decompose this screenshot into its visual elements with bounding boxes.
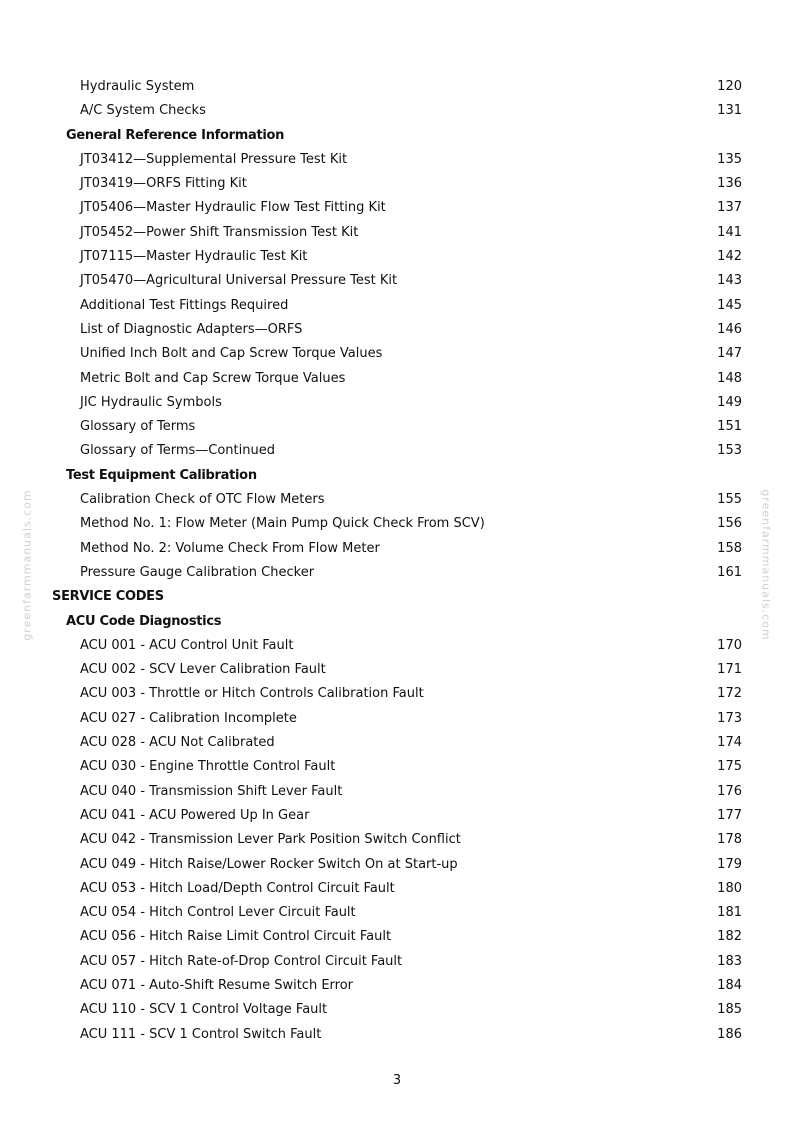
toc-entry-title: JT03419—ORFS Fitting Kit [80, 176, 247, 192]
toc-entry-page: 185 [717, 1002, 742, 1018]
toc-entry-page: 135 [717, 151, 742, 167]
toc-entry-page: 184 [717, 977, 742, 993]
toc-entry[interactable] [0, 342, 794, 366]
toc-entry-title: ACU 003 - Throttle or Hitch Controls Calibration Fault [80, 686, 424, 702]
toc-entry-title: JT03412—Supplemental Pressure Test Kit [80, 151, 348, 167]
toc-entry-page: 143 [717, 273, 742, 289]
toc-entry-page: 131 [717, 103, 742, 119]
toc-entry-page: 120 [717, 79, 742, 94]
table-of-contents [0, 75, 794, 1047]
toc-entry[interactable] [0, 245, 794, 269]
toc-entry-page: 136 [717, 176, 742, 192]
toc-entry-page: 183 [717, 953, 742, 969]
toc-entry[interactable] [0, 925, 794, 949]
toc-entry-title: ACU 049 - Hitch Raise/Lower Rocker Switch On at Start-up [80, 856, 458, 872]
toc-entry-title: ACU 027 - Calibration Incomplete [80, 710, 297, 726]
toc-entry-title: Glossary of Terms [80, 419, 196, 435]
toc-entry[interactable] [0, 731, 794, 755]
toc-entry-title: JT05406—Master Hydraulic Flow Test Fitting Kit [80, 200, 386, 216]
toc-entry-title: ACU 111 - SCV 1 Control Switch Fault [80, 1026, 322, 1042]
toc-entry-page: 148 [717, 370, 742, 386]
toc-entry-title: SERVICE CODES [52, 589, 164, 605]
toc-entry-title: A/C System Checks [80, 103, 206, 119]
toc-entry[interactable] [0, 780, 794, 804]
toc-entry[interactable] [0, 488, 794, 512]
toc-entry-page: 142 [717, 249, 742, 265]
toc-entry-page: 149 [717, 394, 742, 410]
toc-entry-page: 173 [717, 710, 742, 726]
toc-section-heading[interactable] [0, 124, 794, 148]
toc-entry[interactable] [0, 707, 794, 731]
toc-entry-page: 170 [717, 637, 742, 653]
toc-entry[interactable] [0, 391, 794, 415]
toc-entry[interactable] [0, 950, 794, 974]
toc-entry[interactable] [0, 853, 794, 877]
toc-entry[interactable] [0, 537, 794, 561]
toc-entry-title: ACU 001 - ACU Control Unit Fault [80, 637, 294, 653]
toc-entry[interactable] [0, 804, 794, 828]
toc-entry-page: 178 [717, 832, 742, 848]
toc-entry-title: Test Equipment Calibration [66, 467, 257, 483]
toc-entry-page: 182 [717, 929, 742, 945]
toc-entry-page: 174 [717, 735, 742, 751]
toc-entry-page: 186 [717, 1026, 742, 1042]
toc-entry-title: ACU Code Diagnostics [66, 613, 222, 629]
toc-entry[interactable] [0, 634, 794, 658]
watermark-left: greenfarmmanuals.com [20, 489, 34, 641]
toc-entry-page: 151 [717, 419, 742, 435]
toc-entry-title: JT05452—Power Shift Transmission Test Kit [80, 224, 359, 240]
toc-entry-page: 156 [717, 516, 742, 532]
toc-entry[interactable] [0, 1023, 794, 1047]
toc-entry[interactable] [0, 221, 794, 245]
toc-entry[interactable] [0, 75, 794, 99]
toc-entry-page: 145 [717, 297, 742, 313]
toc-entry-page: 153 [717, 443, 742, 459]
toc-entry-title: ACU 030 - Engine Throttle Control Fault [80, 759, 336, 775]
toc-entry-page: 141 [717, 224, 742, 240]
toc-entry[interactable] [0, 439, 794, 463]
toc-entry[interactable] [0, 148, 794, 172]
toc-entry-title: Method No. 2: Volume Check From Flow Meter [80, 540, 380, 556]
toc-entry[interactable] [0, 196, 794, 220]
toc-entry-page: 180 [717, 880, 742, 896]
toc-entry-title: ACU 002 - SCV Lever Calibration Fault [80, 662, 326, 678]
toc-entry-title: ACU 041 - ACU Powered Up In Gear [80, 807, 310, 823]
watermark-right: greenfarmmanuals.com [759, 489, 773, 641]
toc-entry-page: 161 [717, 564, 742, 580]
page-number: 3 [392, 1073, 402, 1088]
toc-entry[interactable] [0, 172, 794, 196]
toc-entry[interactable] [0, 512, 794, 536]
toc-section-heading[interactable] [0, 585, 794, 609]
toc-entry[interactable] [0, 269, 794, 293]
toc-entry-title: Glossary of Terms—Continued [80, 443, 275, 459]
toc-entry-title: ACU 054 - Hitch Control Lever Circuit Fault [80, 905, 356, 921]
toc-entry[interactable] [0, 877, 794, 901]
toc-entry[interactable] [0, 561, 794, 585]
toc-entry[interactable] [0, 828, 794, 852]
toc-entry-title: JT07115—Master Hydraulic Test Kit [80, 249, 308, 265]
toc-entry-page: 179 [717, 856, 742, 872]
toc-entry-title: JT05470—Agricultural Universal Pressure Test Kit [80, 273, 398, 289]
toc-entry-title: ACU 057 - Hitch Rate-of-Drop Control Circuit Fault [80, 953, 403, 969]
toc-entry-title: JIC Hydraulic Symbols [80, 394, 222, 410]
toc-entry-page: 147 [717, 346, 742, 362]
toc-entry[interactable] [0, 415, 794, 439]
toc-entry-page: 175 [717, 759, 742, 775]
toc-entry[interactable] [0, 682, 794, 706]
toc-entry[interactable] [0, 99, 794, 123]
toc-entry-title: ACU 071 - Auto-Shift Resume Switch Error [80, 977, 354, 993]
toc-entry-title: ACU 110 - SCV 1 Control Voltage Fault [80, 1002, 328, 1018]
toc-entry[interactable] [0, 974, 794, 998]
toc-entry[interactable] [0, 318, 794, 342]
toc-entry[interactable] [0, 658, 794, 682]
toc-section-heading[interactable] [0, 464, 794, 488]
toc-entry[interactable] [0, 755, 794, 779]
toc-entry-page: 176 [717, 783, 742, 799]
toc-entry-page: 146 [717, 321, 742, 337]
toc-entry[interactable] [0, 367, 794, 391]
toc-entry-page: 137 [717, 200, 742, 216]
toc-entry[interactable] [0, 901, 794, 925]
toc-entry[interactable] [0, 294, 794, 318]
toc-entry-title: Method No. 1: Flow Meter (Main Pump Quick Check From SCV) [80, 516, 485, 532]
toc-entry[interactable] [0, 998, 794, 1022]
toc-entry-page: 155 [717, 492, 742, 508]
toc-entry-title: Additional Test Fittings Required [80, 297, 289, 313]
toc-entry-title: ACU 053 - Hitch Load/Depth Control Circuit Fault [80, 880, 395, 896]
toc-entry-title: Metric Bolt and Cap Screw Torque Values [80, 370, 346, 386]
toc-entry-title: Calibration Check of OTC Flow Meters [80, 492, 325, 508]
toc-entry-title: Unified Inch Bolt and Cap Screw Torque Values [80, 346, 383, 362]
toc-entry-page: 172 [717, 686, 742, 702]
toc-entry-title: Pressure Gauge Calibration Checker [80, 564, 315, 580]
toc-entry-page: 177 [717, 807, 742, 823]
toc-entry-title: ACU 056 - Hitch Raise Limit Control Circuit Fault [80, 929, 392, 945]
toc-entry-title: ACU 040 - Transmission Shift Lever Fault [80, 783, 343, 799]
toc-section-heading[interactable] [0, 610, 794, 634]
toc-entry-title: Hydraulic System [80, 79, 195, 94]
toc-entry-page: 181 [717, 905, 742, 921]
toc-entry-page: 158 [717, 540, 742, 556]
toc-entry-title: ACU 028 - ACU Not Calibrated [80, 735, 275, 751]
toc-entry-title: List of Diagnostic Adapters—ORFS [80, 321, 303, 337]
toc-entry-page: 171 [717, 662, 742, 678]
toc-entry-title: General Reference Information [66, 127, 285, 143]
toc-entry-title: ACU 042 - Transmission Lever Park Position Switch Conflict [80, 832, 461, 848]
